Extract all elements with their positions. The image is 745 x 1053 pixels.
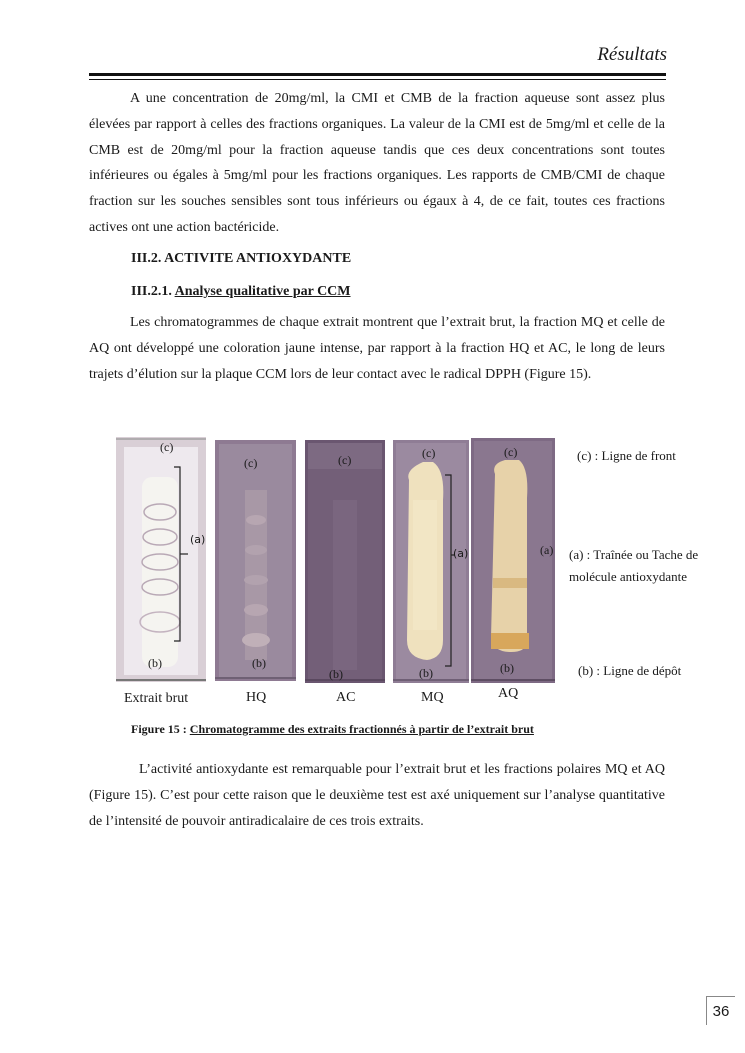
plate2-deposit-label: (b) bbox=[252, 656, 266, 670]
plate1-trail-label: (a) bbox=[190, 533, 206, 546]
plate-name-aq: AQ bbox=[498, 686, 519, 701]
paragraph-activite-antioxydante: L’activité antioxydante est remarquable pour l’extrait brut et les fractions polaires MQ et AQ (Figure 15). C’est pour cette raison que le deuxième test est axé uniquement sur l’analyse quantitative de l’intensité de pouvoir antiradicalaire de ces trois extraits. bbox=[89, 762, 665, 829]
paragraph-cmi-cmb: A une concentration de 20mg/ml, la CMI et CMB de la fraction aqueuse sont assez plus élevées par rapport à celles des fractions organiques. La valeur de la CMI est de 5mg/ml et celle de la CMB est de 20mg/ml pour la fraction aqueuse tandis que ces deux concentrations sont toutes inférieures ou égales à 5mg/ml pour les fractions organiques. Les rapports de CMB/CMI de chaque fraction sur les souches sensibles sont tous inférieurs ou égaux à 4, de ce fait, toutes ces fractions actives ont une action bactéricide. bbox=[89, 91, 665, 235]
header-rule-thin bbox=[89, 79, 666, 80]
subsection-number: III.2.1. bbox=[131, 284, 172, 299]
plate4-deposit-label: (b) bbox=[419, 666, 433, 680]
plate2-front-label: (c) bbox=[244, 456, 258, 470]
legend-deposit: (b) : Ligne de dépôt bbox=[578, 663, 682, 678]
tlc-plate-hq bbox=[215, 440, 296, 681]
tlc-plate-aq bbox=[471, 438, 555, 683]
legend-trail: (a) : Traînée ou Tache de molécule antioxydante bbox=[569, 547, 699, 584]
plate-name-hq: HQ bbox=[246, 690, 267, 705]
tlc-plate-mq bbox=[393, 440, 469, 683]
plate1-front-label: (c) bbox=[160, 440, 174, 454]
page-number: 36 bbox=[706, 996, 735, 1025]
subsection-title: Analyse qualitative par CCM bbox=[174, 284, 351, 299]
plate-name-mq: MQ bbox=[421, 690, 444, 705]
page-header-title: Résultats bbox=[597, 44, 667, 65]
header-rule-thick bbox=[89, 73, 666, 76]
plate-name-extrait-brut: Extrait brut bbox=[124, 691, 189, 706]
tlc-plate-ac bbox=[305, 440, 385, 683]
figure-caption bbox=[131, 722, 534, 737]
plate3-front-label: (c) bbox=[338, 453, 352, 467]
figure-caption-prefix: Figure 15 : bbox=[131, 722, 187, 736]
subsection-heading-ccm bbox=[131, 284, 351, 300]
plate5-trail-label: (a) bbox=[540, 543, 554, 557]
plate4-front-label: (c) bbox=[422, 446, 436, 460]
figure-caption-title: Chromatogramme des extraits fractionnés à partir de l’extrait brut bbox=[189, 722, 534, 736]
plate5-front-label: (c) bbox=[504, 445, 518, 459]
plate-name-ac: AC bbox=[336, 690, 356, 705]
plate4-trail-label: (a) bbox=[453, 547, 469, 560]
legend-front: (c) : Ligne de front bbox=[577, 448, 676, 463]
plate3-deposit-label: (b) bbox=[329, 667, 343, 681]
plate1-deposit-label: (b) bbox=[148, 656, 162, 670]
paragraph-chromatogrammes: Les chromatogrammes de chaque extrait montrent que l’extrait brut, la fraction MQ et celle de AQ ont développé une coloration jaune intense, par rapport à la fraction HQ et AC, le long de leurs trajets d’élution sur la plaque CCM lors de leur contact avec le radical DPPH (Figure 15). bbox=[89, 315, 665, 382]
plate5-deposit-label: (b) bbox=[500, 661, 514, 675]
tlc-plate-extrait-brut bbox=[116, 437, 206, 682]
section-heading-antioxydante: III.2. ACTIVITE ANTIOXYDANTE bbox=[131, 251, 352, 266]
